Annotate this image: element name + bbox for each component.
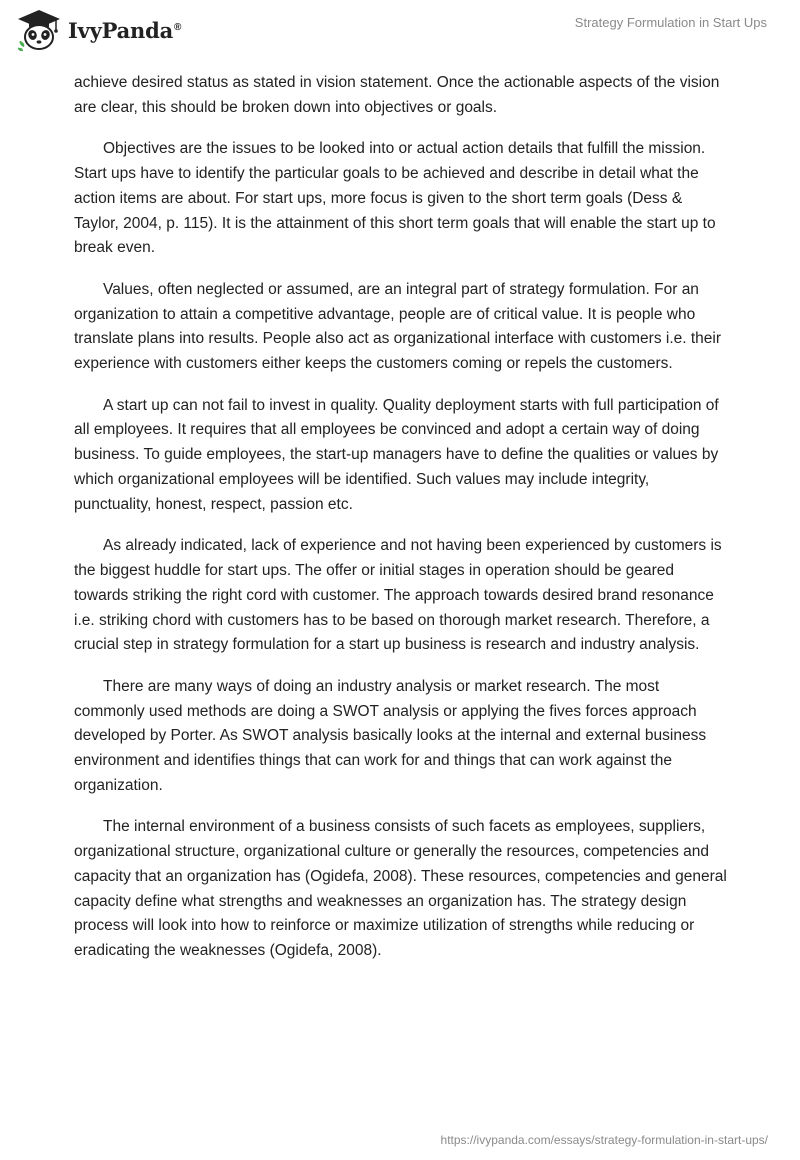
paragraph-3: Values, often neglected or assumed, are an integral part of strategy formulation. For an organization to attain a competitive advantage, people are of critical value. It is people who translate plans into results. People also act as organizational interface with customers i.e. their experience with customers either keeps the customers coming or repels the customers. xyxy=(74,280,722,373)
registered-mark: ® xyxy=(174,21,182,33)
brand-name xyxy=(68,18,181,43)
paragraph-6: There are many ways of doing an industry analysis or market research. The most commonly used methods are doing a SWOT analysis or applying the fives forces approach developed by Porter. As SWOT analysis basically looks at the internal and external business environment and identifies things that can work for and things that can work against the organization. xyxy=(74,677,707,794)
brand-name-text: IvyPanda xyxy=(68,17,174,43)
paragraph-2: Objectives are the issues to be looked into or actual action details that fulfill the mission. Start ups have to identify the particular goals to be achieved and describe in detail what the action items are about. For start ups, more focus is given to the short term goals (Dess & Taylor, 2004, p. 115). It is the attainment of this short term goals that will enable the start up to break even. xyxy=(74,140,716,257)
essay-body xyxy=(74,71,728,981)
ivypanda-logo[interactable] xyxy=(16,8,181,52)
paragraph-5: As already indicated, lack of experience and not having been experienced by customers is the biggest huddle for start ups. The offer or initial stages in operation should be geared towards striking the right cord with customer. The approach towards desired brand resonance i.e. striking chord with customers has to be based on thorough market research. Therefore, a crucial step in strategy formulation for a start up business is research and industry analysis. xyxy=(74,537,722,654)
panda-graduate-icon xyxy=(16,8,62,52)
source-url-link[interactable]: https://ivypanda.com/essays/strategy-formulation-in-start-ups/ xyxy=(440,1133,768,1147)
paragraph-7: The internal environment of a business consists of such facets as employees, suppliers, organizational structure, organizational culture or generally the resources, competencies and capacity that an organization has (Ogidefa, 2008). These resources, competencies and general capacity define what strengths and weaknesses an organization has. The strategy design process will look into how to reinforce or maximize utilization of strengths while reducing or eradicating the weaknesses (Ogidefa, 2008). xyxy=(74,818,727,960)
paragraph-4: A start up can not fail to invest in quality. Quality deployment starts with full participation of all employees. It requires that all employees be convinced and adopt a certain way of doing business. To guide employees, the start-up managers have to define the qualities or values by which organizational employees will be identified. Such values may include integrity, punctuality, honest, respect, passion etc. xyxy=(74,396,719,513)
page-header xyxy=(0,0,800,60)
paragraph-1: achieve desired status as stated in vision statement. Once the actionable aspects of the vision are clear, this should be broken down into objectives or goals. xyxy=(74,74,720,116)
document-title: Strategy Formulation in Start Ups xyxy=(574,15,767,30)
